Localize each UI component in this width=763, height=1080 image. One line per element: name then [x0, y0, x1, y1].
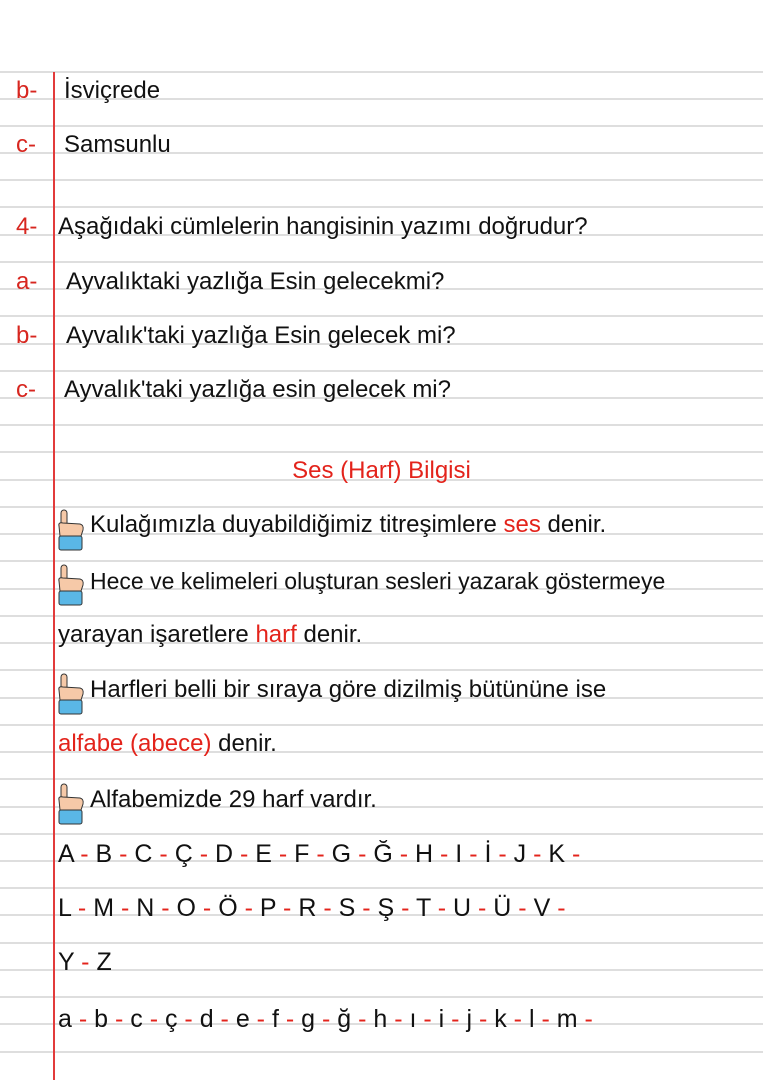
alphabet-separator: - [392, 840, 416, 868]
option-text: İsviçrede [64, 77, 161, 104]
alphabet-separator: - [108, 1005, 131, 1033]
alphabet-letter: Ş [377, 894, 395, 922]
paragraph-text: yarayan işaretlere harf denir. [58, 621, 363, 648]
alphabet-separator: - [506, 1005, 529, 1033]
term-harf: harf [255, 621, 297, 648]
option-row-b [0, 321, 763, 351]
paragraph-text: alfabe (abece) denir. [58, 730, 277, 757]
alphabet-separator: - [177, 1005, 200, 1033]
alphabet-separator: - [271, 840, 295, 868]
paragraph-ses [0, 510, 763, 540]
alphabet-separator: - [70, 894, 94, 922]
term-alfabe: alfabe (abece) [58, 730, 212, 757]
alphabet-letter: H [415, 840, 434, 868]
paragraph-alfabe-line1 [0, 675, 763, 705]
alphabet-separator: - [316, 894, 339, 922]
alphabet-separator: - [565, 840, 581, 868]
alphabet-separator: - [387, 1005, 410, 1033]
alphabet-letter: a [58, 1005, 72, 1033]
alphabet-letter: M [93, 894, 115, 922]
alphabet-letter: O [176, 894, 196, 922]
alphabet-letter: E [255, 840, 272, 868]
alphabet-letter: k [494, 1005, 507, 1033]
alphabet-lower-row1 [0, 1005, 763, 1035]
alphabet-separator: - [577, 1005, 593, 1033]
option-label: b- [16, 322, 38, 349]
alphabet-letters [58, 1006, 593, 1033]
alphabet-upper-row2 [0, 894, 763, 924]
alphabet-letter: I [455, 840, 463, 868]
alphabet-letter: J [513, 840, 527, 868]
alphabet-letter: A [58, 840, 74, 868]
alphabet-separator: - [526, 840, 549, 868]
option-text: Samsunlu [64, 131, 171, 158]
alphabet-letter: ç [164, 1005, 178, 1033]
option-row-b [0, 76, 763, 106]
alphabet-separator: - [142, 1005, 165, 1033]
alphabet-letter: c [130, 1005, 143, 1033]
alphabet-letter: l [528, 1005, 535, 1033]
alphabet-letter: N [136, 894, 155, 922]
option-label: a- [16, 268, 38, 295]
alphabet-separator: - [394, 894, 416, 922]
alphabet-letter: h [373, 1005, 388, 1033]
alphabet-separator: - [114, 894, 137, 922]
alphabet-letter: P [259, 894, 277, 922]
alphabet-letter: İ [484, 840, 492, 868]
paragraph-text: Alfabemizde 29 harf vardır. [90, 786, 377, 813]
option-text: Ayvalık'taki yazlığa esin gelecek mi? [64, 376, 451, 403]
paragraph-text: Harfleri belli bir sıraya göre dizilmiş bütününe ise [90, 676, 607, 703]
alphabet-letters [58, 841, 580, 868]
alphabet-separator: - [74, 948, 97, 976]
alphabet-letter: U [453, 894, 472, 922]
alphabet-separator: - [233, 840, 256, 868]
alphabet-separator: - [71, 1005, 95, 1033]
option-text: Ayvalıktaki yazlığa Esin gelecekmi? [66, 268, 445, 295]
alphabet-separator: - [462, 840, 485, 868]
alphabet-separator: - [491, 840, 514, 868]
alphabet-letter: Ö [218, 894, 238, 922]
paragraph-harf-line1 [0, 566, 763, 596]
alphabet-letter: ı [409, 1005, 417, 1033]
alphabet-letter: i [438, 1005, 445, 1033]
alphabet-letter: ğ [337, 1005, 352, 1033]
option-label: c- [16, 131, 36, 158]
term-ses: ses [503, 511, 541, 538]
alphabet-letters [58, 949, 112, 976]
alphabet-letter: F [294, 840, 310, 868]
alphabet-separator: - [315, 1005, 338, 1033]
paragraph-text: Kulağımızla duyabildiğimiz titreşimlere ses denir. [90, 511, 607, 538]
alphabet-letter: S [338, 894, 356, 922]
alphabet-letters [58, 895, 566, 922]
option-row-c [0, 375, 763, 405]
alphabet-letter: b [94, 1005, 109, 1033]
alphabet-separator: - [471, 894, 494, 922]
alphabet-separator: - [355, 894, 378, 922]
alphabet-letter: j [466, 1005, 472, 1033]
alphabet-letter: R [298, 894, 317, 922]
alphabet-separator: - [112, 840, 135, 868]
alphabet-letter: d [199, 1005, 214, 1033]
alphabet-separator: - [309, 840, 332, 868]
paragraph-count [0, 785, 763, 815]
paragraph-alfabe-line2 [0, 729, 763, 759]
alphabet-letter: Ğ [373, 840, 393, 868]
alphabet-letter: f [271, 1005, 279, 1033]
alphabet-separator: - [192, 840, 215, 868]
option-row-c [0, 130, 763, 160]
alphabet-separator: - [351, 840, 374, 868]
question-4 [0, 212, 763, 242]
alphabet-separator: - [249, 1005, 272, 1033]
alphabet-separator: - [511, 894, 534, 922]
option-label: c- [16, 376, 36, 403]
alphabet-letter: B [95, 840, 113, 868]
option-row-a [0, 267, 763, 297]
alphabet-separator: - [430, 894, 454, 922]
alphabet-separator: - [152, 840, 175, 868]
alphabet-separator: - [534, 1005, 557, 1033]
alphabet-separator: - [416, 1005, 439, 1033]
alphabet-separator: - [278, 1005, 302, 1033]
alphabet-separator: - [237, 894, 260, 922]
paragraph-text: Hece ve kelimeleri oluşturan sesleri yazarak göstermeye [90, 568, 666, 594]
question-number: 4- [16, 213, 38, 240]
alphabet-letter: Ç [174, 840, 193, 868]
alphabet-letter: G [331, 840, 352, 868]
alphabet-letter: g [301, 1005, 316, 1033]
alphabet-separator: - [73, 840, 96, 868]
alphabet-letter: D [214, 840, 234, 868]
alphabet-letter: K [548, 840, 566, 868]
alphabet-letter: C [134, 840, 153, 868]
alphabet-letter: e [235, 1005, 250, 1033]
alphabet-upper-row1 [0, 840, 763, 870]
section-title: Ses (Harf) Bilgisi [292, 457, 471, 484]
alphabet-letter: Ü [493, 894, 512, 922]
alphabet-letter: m [556, 1005, 578, 1033]
alphabet-letter: V [533, 894, 551, 922]
alphabet-letter: T [415, 894, 431, 922]
alphabet-separator: - [195, 894, 219, 922]
question-text: Aşağıdaki cümlelerin hangisinin yazımı doğrudur? [58, 213, 588, 240]
alphabet-separator: - [351, 1005, 374, 1033]
alphabet-separator: - [444, 1005, 467, 1033]
alphabet-separator: - [276, 894, 299, 922]
paragraph-harf-line2 [0, 620, 763, 650]
alphabet-separator: - [472, 1005, 495, 1033]
alphabet-letter: L [58, 894, 71, 922]
alphabet-separator: - [213, 1005, 236, 1033]
alphabet-separator: - [433, 840, 456, 868]
option-text: Ayvalık'taki yazlığa Esin gelecek mi? [66, 322, 456, 349]
alphabet-separator: - [154, 894, 177, 922]
alphabet-upper-row3 [0, 948, 763, 978]
alphabet-separator: - [550, 894, 566, 922]
alphabet-letter: Z [96, 948, 112, 976]
alphabet-letter: Y [58, 948, 75, 976]
option-label: b- [16, 77, 38, 104]
